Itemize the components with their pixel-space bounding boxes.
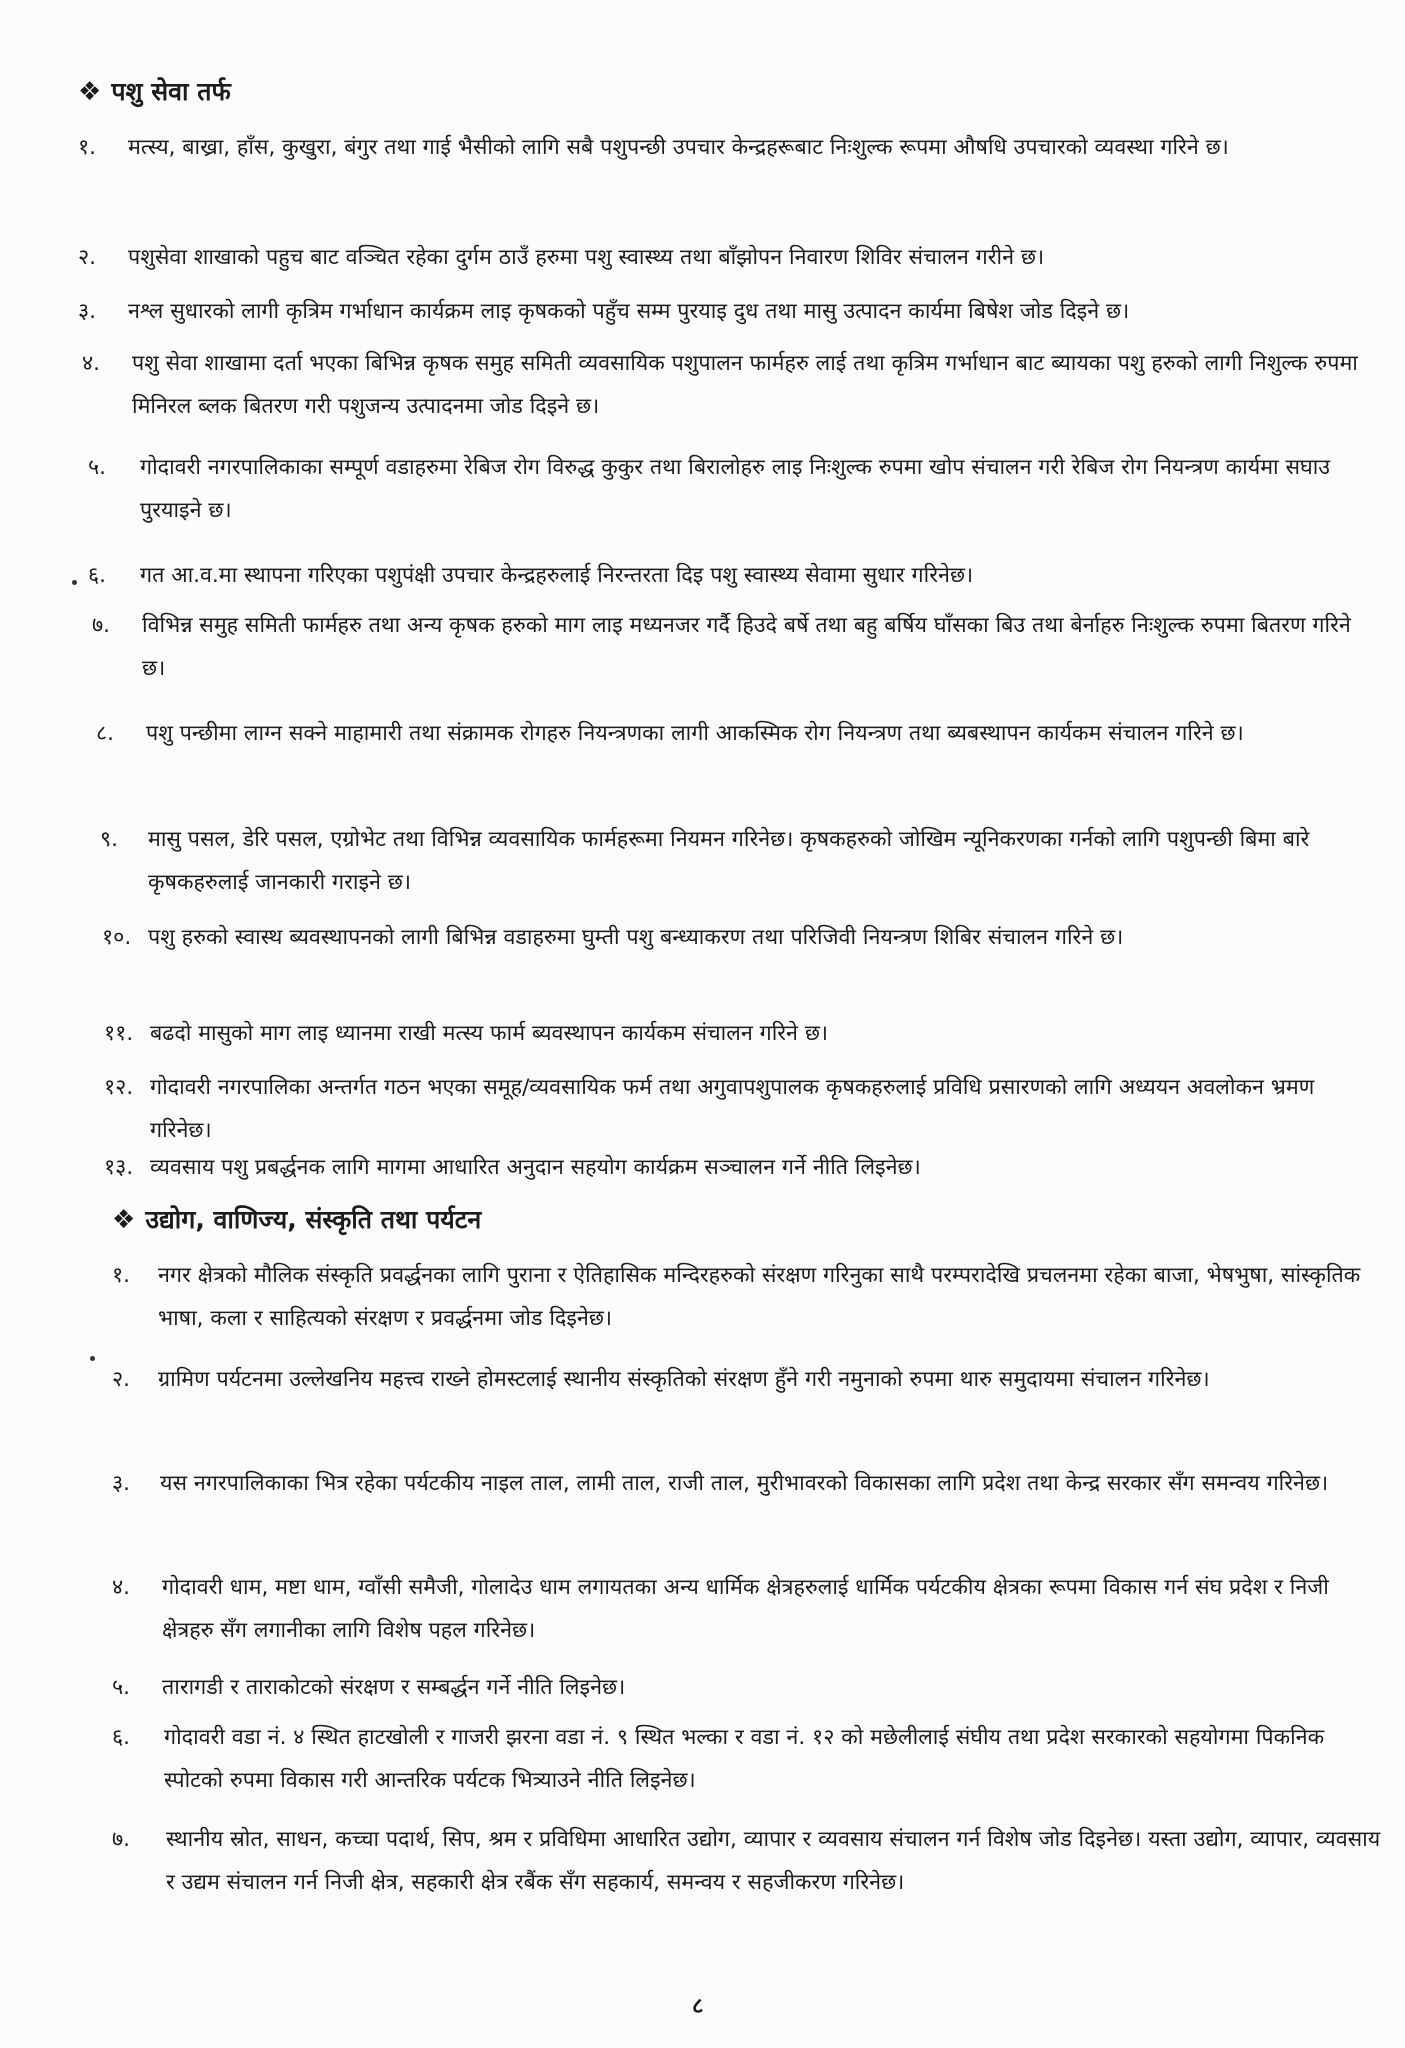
item-number: ७. bbox=[112, 1827, 131, 1852]
item-text: गोदावरी धाम, मष्टा धाम, ग्वाँसी समैजी, गोलादेउ धाम लगायतका अन्य धार्मिक क्षेत्रहरुलाई धार्मिक पर्यटकीय क्षेत्रका रूपमा विकास गर्न संघ प्रदेश र निजी क्षेत्रहरु सँग लगानीका लागि विशेष पहल गरिनेछ। bbox=[162, 1575, 1329, 1643]
section-heading-livestock bbox=[78, 74, 231, 108]
item-number: ८. bbox=[96, 721, 115, 746]
item-number: ५. bbox=[112, 1675, 131, 1700]
item-number: ४. bbox=[112, 1575, 131, 1600]
scan-speck bbox=[90, 1356, 95, 1361]
item-number: १. bbox=[78, 135, 97, 160]
item-number: २. bbox=[112, 1367, 131, 1392]
item-text: यस नगरपालिकाका भित्र रहेका पर्यटकीय नाइल ताल, लामी ताल, राजी ताल, मुरीभावरको विकासका लागि प्रदेश तथा केन्द्र सरकार सँग समन्वय गरिनेछ। bbox=[160, 1471, 1329, 1496]
item-number: १२. bbox=[104, 1075, 134, 1100]
item-text: नश्ल सुधारको लागी कृत्रिम गर्भाधान कार्यक्रम लाइ कृषकको पहुँच सम्म पुरयाइ दुध तथा मासु उत्पादन कार्यमा बिषेश जोड दिइने छ। bbox=[128, 299, 1130, 324]
item-number: १०. bbox=[102, 925, 132, 950]
item-number: १३. bbox=[104, 1155, 134, 1180]
diamond-bullet-icon: ❖ bbox=[112, 1205, 136, 1235]
item-text: पशु पन्छीमा लाग्न सक्ने माहामारी तथा संक्रामक रोगहरु नियन्त्रणका लागी आकस्मिक रोग नियन्त्रण तथा ब्यबस्थापन कार्यकम संचालन गरिने छ। bbox=[146, 721, 1244, 746]
item-number: ४. bbox=[82, 351, 101, 376]
item-text: नगर क्षेत्रको मौलिक संस्कृति प्रवर्द्धनका लागि पुराना र ऐतिहासिक मन्दिरहरुको संरक्षण गरिनुका साथै परम्परादेखि प्रचलनमा रहेका बाजा, भेषभुषा, सांस्कृतिक भाषा, कला र साहित्यको संरक्षण र प्रवर्द्धनमा जोड दिइनेछ। bbox=[158, 1263, 1361, 1331]
page-number: ८ bbox=[692, 1994, 704, 2019]
section-heading-text: उद्योग, वाणिज्य, संस्कृति तथा पर्यटन bbox=[145, 1205, 482, 1234]
item-number: ३. bbox=[112, 1471, 131, 1496]
item-text: गोदावरी वडा नं. ४ स्थित हाटखोली र गाजरी झरना वडा नं. ९ स्थित भल्का र वडा नं. १२ को मछेलीलाई संघीय तथा प्रदेश सरकारको सहयोगमा पिकनिक स्पोटको रुपमा विकास गरी आन्तरिक पर्यटक भित्र्याउने नीति लिइनेछ। bbox=[164, 1725, 1325, 1793]
item-number: ५. bbox=[88, 455, 107, 480]
item-text: पशु हरुको स्वास्थ ब्यवस्थापनको लागी बिभिन्न वडाहरुमा घुम्ती पशु बन्ध्याकरण तथा परिजिवी नियन्त्रण शिबिर संचालन गरिने छ। bbox=[148, 925, 1124, 950]
diamond-bullet-icon: ❖ bbox=[78, 77, 102, 107]
item-text: विभिन्न समुह समिती फार्महरु तथा अन्य कृषक हरुको माग लाइ मध्यनजर गर्दै हिउदे बर्षे तथा बहु बर्षिय घाँसका बिउ तथा बेर्नाहरु निःशुल्क रुपमा बितरण गरिने छ। bbox=[142, 613, 1351, 681]
item-text: तारागडी र ताराकोटको संरक्षण र सम्बर्द्धन गर्ने नीति लिइनेछ। bbox=[162, 1675, 626, 1700]
item-text: गोदावरी नगरपालिका अन्तर्गत गठन भएका समूह/व्यवसायिक फर्म तथा अगुवापशुपालक कृषकहरुलाई प्रविधि प्रसारणको लागि अध्ययन अवलोकन भ्रमण गरिनेछ। bbox=[150, 1075, 1315, 1143]
item-text: स्थानीय स्रोत, साधन, कच्चा पदार्थ, सिप, श्रम र प्रविधिमा आधारित उद्योग, व्यापार र व्यवसाय संचालन गर्न विशेष जोड दिइनेछ। यस्ता उद्योग, व्यापार, व्यवसाय र उद्यम संचालन गर्न निजी क्षेत्र, सहकारी क्षेत्र रबैंक सँग सहकार्य, समन्वय र सहजीकरण गरिनेछ। bbox=[166, 1827, 1381, 1895]
item-number: ७. bbox=[92, 613, 111, 638]
item-text: पशुसेवा शाखाको पहुच बाट वञ्चित रहेका दुर्गम ठाउँ हरुमा पशु स्वास्थ्य तथा बाँझोपन निवारण शिविर संचालन गरीने छ। bbox=[128, 245, 1045, 270]
section-heading-text: पशु सेवा तर्फ bbox=[111, 77, 231, 106]
item-text: गत आ.व.मा स्थापना गरिएका पशुपंक्षी उपचार केन्द्रहरुलाई निरन्तरता दिइ पशु स्वास्थ्य सेवामा सुधार गरिनेछ। bbox=[140, 563, 974, 588]
item-text: व्यवसाय पशु प्रबर्द्धनक लागि मागमा आधारित अनुदान सहयोग कार्यक्रम सञ्चालन गर्ने नीति लिइनेछ। bbox=[150, 1155, 921, 1180]
item-number: ९. bbox=[100, 827, 119, 852]
item-text: मासु पसल, डेरि पसल, एग्रोभेट तथा विभिन्न व्यवसायिक फार्महरूमा नियमन गरिनेछ। कृषकहरुको जोखिम न्यूनिकरणका गर्नको लागि पशुपन्छी बिमा बारे कृषकहरुलाई जानकारी गराइने छ। bbox=[148, 827, 1310, 895]
item-number: ६. bbox=[88, 563, 107, 588]
item-text: गोदावरी नगरपालिकाका सम्पूर्ण वडाहरुमा रेबिज रोग विरुद्ध कुकुर तथा बिरालोहरु लाइ निःशुल्क रुपमा खोप संचालन गरी रेबिज रोग नियन्त्रण कार्यमा सघाउ पुरयाइने छ। bbox=[140, 455, 1331, 523]
item-text: मत्स्य, बाख्रा, हाँस, कुखुरा, बंगुर तथा गाई भैसीको लागि सबै पशुपन्छी उपचार केन्द्रहरूबाट निःशुल्क रूपमा औषधि उपचारको व्यवस्था गरिने छ। bbox=[128, 135, 1229, 160]
item-number: ११. bbox=[104, 1021, 134, 1046]
item-number: १. bbox=[112, 1263, 131, 1288]
item-text: बढदो मासुको माग लाइ ध्यानमा राखी मत्स्य फार्म ब्यवस्थापन कार्यकम संचालन गरिने छ। bbox=[150, 1021, 829, 1046]
item-number: ३. bbox=[78, 299, 97, 324]
item-text: ग्रामिण पर्यटनमा उल्लेखनिय महत्त्व राख्ने होमस्टलाई स्थानीय संस्कृतिको संरक्षण हुँने गरी नमुनाको रुपमा थारु समुदायमा संचालन गरिनेछ। bbox=[158, 1367, 1210, 1392]
item-text: पशु सेवा शाखामा दर्ता भएका बिभिन्न कृषक समुह समिती व्यवसायिक पशुपालन फार्महरु लाई तथा कृत्रिम गर्भाधान बाट ब्यायका पशु हरुको लागी निशुल्क रुपमा मिनिरल ब्लक बितरण गरी पशुजन्य उत्पादनमा जोड दिइने छ। bbox=[132, 351, 1358, 419]
item-number: २. bbox=[78, 245, 97, 270]
item-number: ६. bbox=[112, 1725, 131, 1750]
section-heading-industry-tourism bbox=[112, 1202, 481, 1236]
scan-speck bbox=[72, 580, 77, 585]
